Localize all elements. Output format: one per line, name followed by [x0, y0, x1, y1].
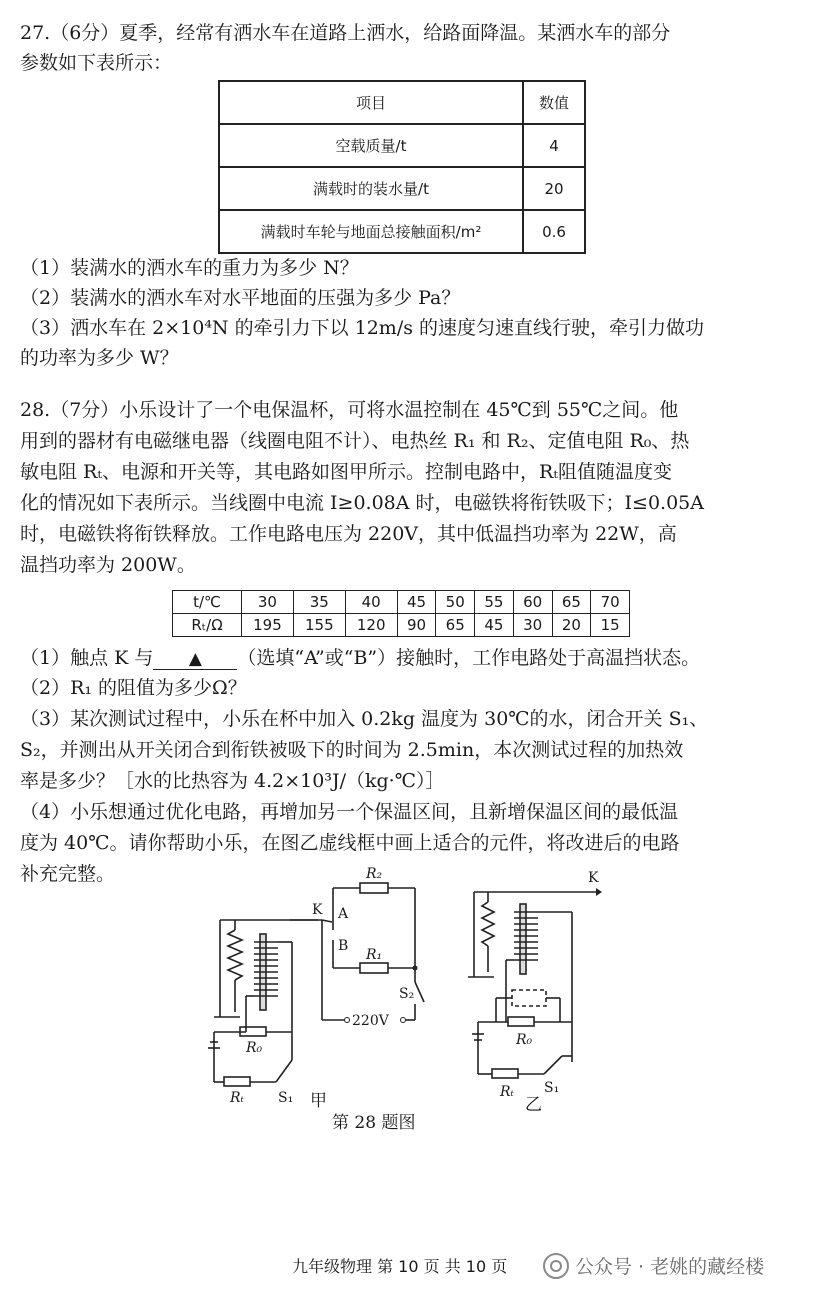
q27-sub-1: （1）装满水的洒水车的重力为多少 N？ [20, 257, 359, 279]
table-cell: 满载时车轮与地面总接触面积/m² [219, 210, 523, 253]
q28-sub-3b: S₂，并测出从开关闭合到衔铁被吸下的时间为 2.5min，本次测试过程的加热效 [20, 739, 684, 761]
table-cell: 40 [345, 591, 397, 614]
table-row [173, 591, 630, 614]
label-r1: R₁ [366, 947, 383, 963]
q27-parameter-table [218, 80, 586, 254]
table-cell: 0.6 [523, 210, 585, 253]
wechat-icon [543, 1253, 569, 1279]
table-header-cell: 项目 [219, 81, 523, 124]
page-footer: 九年级物理 第 10 页 共 10 页 [292, 1257, 508, 1276]
q28-sub-3c: 率是多少？［水的比热容为 4.2×10³J/（kg·℃）］ [20, 770, 445, 792]
label-k: K [588, 870, 599, 886]
q28-sub-1 [20, 645, 700, 671]
q27-line-2: 参数如下表所示： [20, 52, 173, 74]
q28-line-3: 敏电阻 Rₜ、电源和开关等，其电路如图甲所示。控制电路中，Rₜ阻值随温度变 [20, 461, 673, 483]
circuit-diagram-jia [200, 862, 450, 1112]
label-rt: Rₜ [230, 1090, 244, 1106]
table-cell: 30 [242, 591, 294, 614]
table-cell: 55 [475, 591, 514, 614]
table-cell: 15 [591, 614, 630, 637]
label-r0: R₀ [246, 1040, 263, 1056]
watermark [543, 1252, 764, 1279]
table-cell: 65 [552, 591, 591, 614]
q28-line-2: 用到的器材有电磁继电器（线圈电阻不计）、电热丝 R₁ 和 R₂、定值电阻 R₀、热 [20, 430, 690, 452]
table-cell: 90 [397, 614, 436, 637]
q28-sub-1-prefix: （1）触点 K 与 [20, 647, 154, 669]
label-s2: S₂ [399, 986, 415, 1002]
table-cell: 45 [397, 591, 436, 614]
table-cell: 空载质量/t [219, 124, 523, 167]
q27-sub-2: （2）装满水的洒水车对水平地面的压强为多少 Pa？ [20, 287, 461, 309]
table-row [219, 167, 585, 210]
table-row [173, 614, 630, 637]
table-cell: 4 [523, 124, 585, 167]
q27-sub-3b: 的功率为多少 W？ [20, 347, 179, 369]
q28-sub-4b: 度为 40℃。请你帮助小乐，在图乙虚线框中画上适合的元件，将改进后的电路 [20, 832, 680, 854]
table-cell: 50 [436, 591, 475, 614]
label-r2: R₂ [366, 866, 383, 882]
q28-line-4: 化的情况如下表所示。当线圈中电流 I≥0.08A 时，电磁铁将衔铁吸下；I≤0.05A [20, 492, 704, 514]
q28-sub-3a: （3）某次测试过程中，小乐在杯中加入 0.2kg 温度为 30℃的水，闭合开关 S₁、 [20, 708, 709, 730]
label-rt: Rₜ [500, 1084, 514, 1100]
table-cell: 35 [293, 591, 345, 614]
table-cell: 65 [436, 614, 475, 637]
q28-sub-1-suffix: （选填“A”或“B”）接触时，工作电路处于高温挡状态。 [237, 647, 701, 669]
table-cell: 20 [523, 167, 585, 210]
table-cell: 30 [513, 614, 552, 637]
q28-sub-4a: （4）小乐想通过优化电路，再增加另一个保温区间，且新增保温区间的最低温 [20, 801, 679, 823]
q28-sub-2: （2）R₁ 的阻值为多少Ω？ [20, 677, 247, 699]
label-b: B [338, 938, 349, 954]
table-cell: 155 [293, 614, 345, 637]
label-a: A [338, 906, 349, 922]
figure-jia-caption: 甲 [310, 1091, 327, 1111]
table-cell: 195 [242, 614, 294, 637]
label-220v: 220V [352, 1013, 389, 1029]
table-row-label: t/℃ [173, 591, 242, 614]
table-cell: 满载时的装水量/t [219, 167, 523, 210]
figure-yi-caption: 乙 [525, 1095, 542, 1115]
table-row [219, 124, 585, 167]
answer-blank[interactable]: ▲ [153, 649, 237, 670]
q28-line-5: 时，电磁铁将衔铁释放。工作电路电压为 220V，其中低温挡功率为 22W，高 [20, 523, 677, 545]
q28-line-1: 28.（7分）小乐设计了一个电保温杯，可将水温控制在 45℃到 55℃之间。他 [20, 399, 679, 421]
q28-line-6: 温挡功率为 200W。 [20, 554, 196, 576]
table-cell: 45 [475, 614, 514, 637]
table-cell: 60 [513, 591, 552, 614]
q27-sub-3a: （3）洒水车在 2×10⁴N 的牵引力下以 12m/s 的速度匀速直线行驶，牵引力做功 [20, 317, 705, 339]
table-row-label: Rₜ/Ω [173, 614, 242, 637]
label-s1: S₁ [544, 1080, 560, 1096]
table-cell: 120 [345, 614, 397, 637]
circuit-diagram-yi [460, 862, 620, 1112]
figure-title: 第 28 题图 [332, 1113, 416, 1133]
table-header-cell: 数值 [523, 81, 585, 124]
table-row [219, 81, 585, 124]
q27-line-1: 27.（6分）夏季，经常有洒水车在道路上洒水，给路面降温。某洒水车的部分 [20, 22, 671, 44]
watermark-text: 公众号 · 老姚的藏经楼 [575, 1256, 765, 1278]
table-cell: 70 [591, 591, 630, 614]
label-s1: S₁ [278, 1090, 294, 1106]
q28-sub-4c: 补充完整。 [20, 863, 116, 885]
rt-temperature-table [172, 590, 630, 637]
table-cell: 20 [552, 614, 591, 637]
table-row [219, 210, 585, 253]
label-k: K [312, 902, 323, 918]
label-r0: R₀ [516, 1032, 533, 1048]
